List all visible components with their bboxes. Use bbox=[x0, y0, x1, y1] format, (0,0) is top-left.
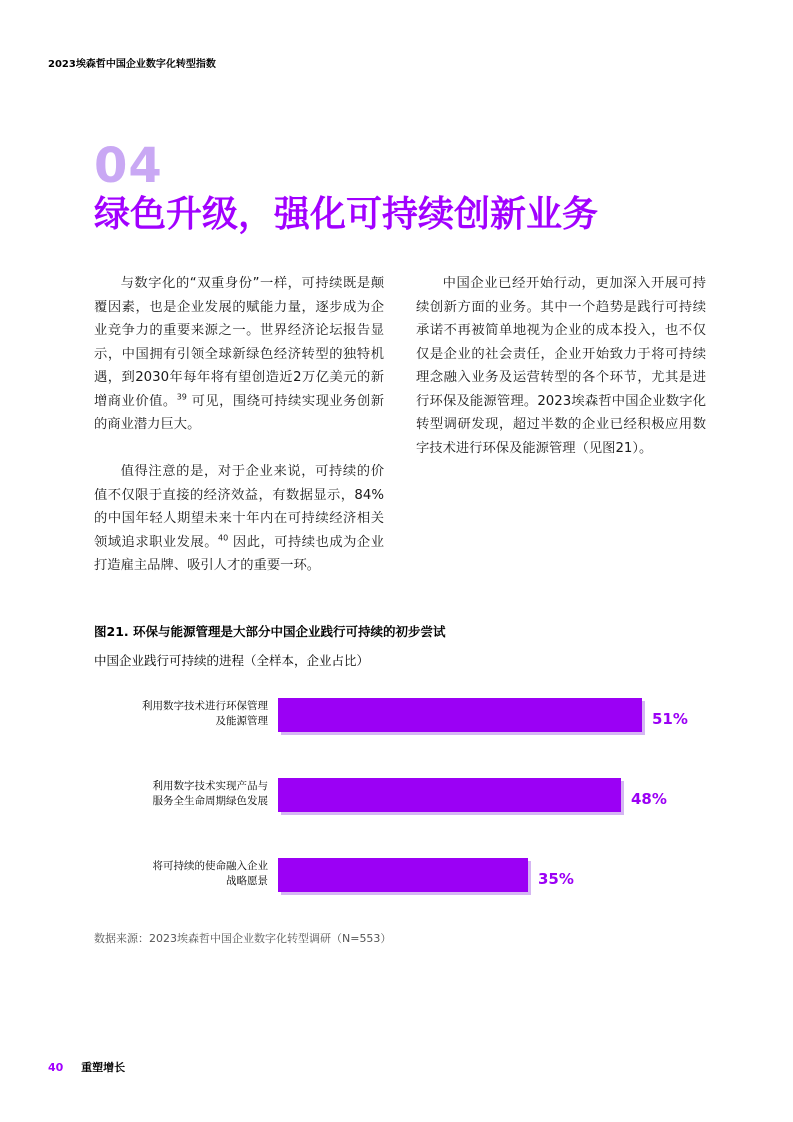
bar-value-label-1: 51% bbox=[652, 710, 688, 728]
bar-chart bbox=[94, 690, 734, 900]
page-number: 40 bbox=[48, 1061, 64, 1074]
bar-3 bbox=[278, 858, 528, 892]
bar-category-label-line: 将可持续的使命融入企业 bbox=[152, 860, 268, 872]
paragraph-1 bbox=[94, 272, 384, 437]
page-footer bbox=[48, 1059, 125, 1075]
bar-category-label-2 bbox=[68, 779, 268, 809]
figure-subtitle: 中国企业践行可持续的进程（全样本，企业占比） bbox=[94, 653, 370, 668]
paragraph-1-text: 与数字化的“双重身份”一样，可持续既是颠覆因素，也是企业发展的赋能力量，逐步成为企业竞争力的重要来源之一。世界经济论坛报告显示，中国拥有引领全球新绿色经济转型的独特机遇，到2030年每年将有望创造近2万亿美元的新增商业价值。 bbox=[94, 276, 384, 409]
bar-1 bbox=[278, 698, 642, 732]
bar-category-label-1 bbox=[68, 699, 268, 729]
bar-track bbox=[278, 858, 642, 892]
bar-track bbox=[278, 698, 688, 732]
paragraph-3: 中国企业已经开始行动，更加深入开展可持续创新方面的业务。其中一个趋势是践行可持续承诺不再被简单地视为企业的成本投入，也不仅仅是企业的社会责任，企业开始致力于将可持续理念融入业务及运营转型的各个环节，尤其是进行环保及能源管理。2023埃森哲中国企业数字化转型调研发现，超过半数的企业已经积极应用数字技术进行环保及能源管理（见图21）。 bbox=[416, 276, 706, 456]
paragraph-1-end: 可见，围绕可持续实现业务创新的商业潜力巨大。 bbox=[94, 393, 385, 432]
bar-2 bbox=[278, 778, 621, 812]
paragraph-2-text: 值得注意的是，对于企业来说，可持续的价值不仅限于直接的经济效益，有数据显示，84%的中国年轻人期望未来十年内在可持续经济相关领域追求职业发展。 bbox=[94, 464, 384, 550]
bar-category-label-line: 及能源管理 bbox=[215, 715, 268, 727]
footnote-ref-39: 39 bbox=[176, 392, 187, 402]
bar-category-label-line: 利用数字技术进行环保管理 bbox=[142, 700, 268, 712]
bar-row-3 bbox=[94, 854, 734, 894]
bar-value-label-2: 48% bbox=[631, 790, 667, 808]
report-header-title: 2023埃森哲中国企业数字化转型指数 bbox=[48, 59, 216, 70]
bar-category-label-line: 战略愿景 bbox=[226, 875, 268, 887]
bar-track bbox=[278, 778, 667, 812]
section-title: 绿色升级，强化可持续创新业务 bbox=[94, 194, 599, 235]
body-column-right bbox=[416, 272, 706, 484]
bar-row-2 bbox=[94, 774, 734, 814]
bar-value-label-3: 35% bbox=[538, 870, 574, 888]
bar-category-label-line: 利用数字技术实现产品与 bbox=[152, 780, 268, 792]
body-column-left bbox=[94, 272, 384, 601]
bar-category-label-line: 服务全生命周期绿色发展 bbox=[152, 795, 268, 807]
section-number: 04 bbox=[94, 138, 163, 194]
paragraph-2-end: 因此，可持续也成为企业打造雇主品牌、吸引人才的重要一环。 bbox=[94, 534, 384, 573]
paragraph-2 bbox=[94, 460, 384, 578]
footer-label: 重塑增长 bbox=[81, 1061, 126, 1074]
bar-category-label-3 bbox=[68, 859, 268, 889]
data-source-note: 数据来源：2023埃森哲中国企业数字化转型调研（N=553） bbox=[94, 932, 392, 945]
figure-title: 图21. 环保与能源管理是大部分中国企业践行可持续的初步尝试 bbox=[94, 624, 446, 639]
bar-row-1 bbox=[94, 694, 734, 734]
footnote-ref-40: 40 bbox=[218, 533, 229, 543]
